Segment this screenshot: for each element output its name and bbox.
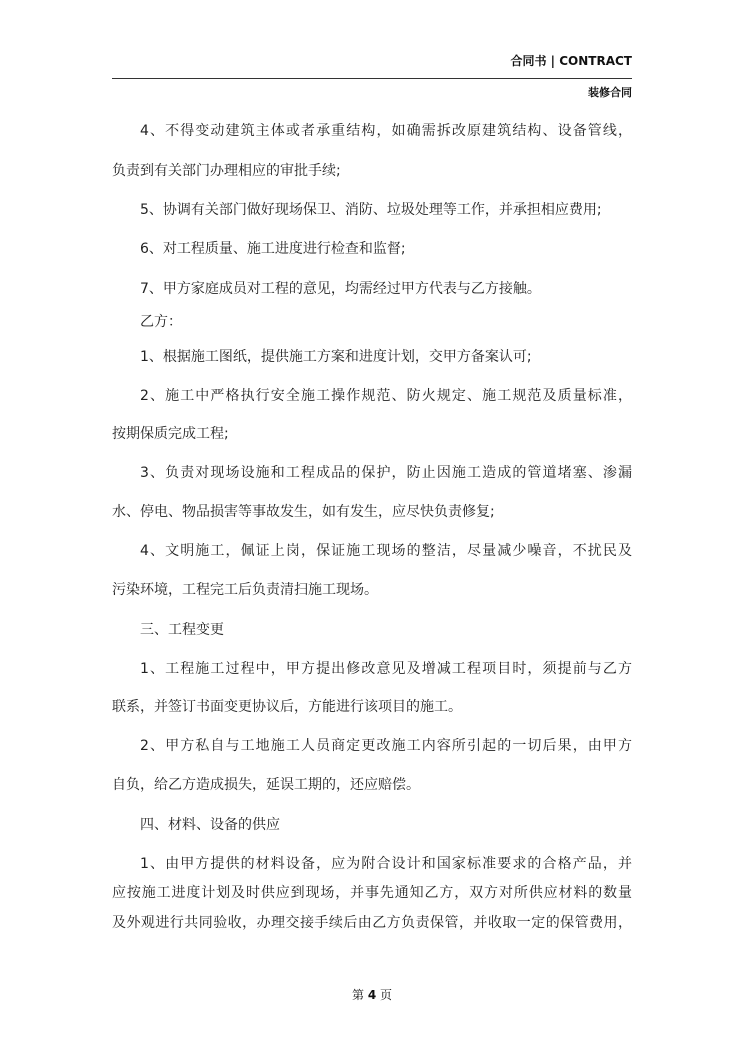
body-line: 2、施工中严格执行安全施工操作规范、防火规定、施工规范及质量标准， <box>140 388 632 404</box>
body-line: 及外观进行共同验收，办理交接手续后由乙方负责保管，并收取一定的保管费用， <box>112 915 632 931</box>
body-line: 应按施工进度计划及时供应到现场，并事先通知乙方，双方对所供应材料的数量 <box>112 885 632 901</box>
body-line: 污染环境，工程完工后负责清扫施工现场。 <box>112 582 378 598</box>
body-line: 4、文明施工，佩证上岗，保证施工现场的整洁，尽量减少噪音，不扰民及 <box>140 543 632 559</box>
body-line: 负责到有关部门办理相应的审批手续; <box>112 163 341 179</box>
body-line: 1、由甲方提供的材料设备，应为附合设计和国家标准要求的合格产品，并 <box>140 856 632 872</box>
section-heading: 三、工程变更 <box>140 622 224 638</box>
body-line: 7、甲方家庭成员对工程的意见，均需经过甲方代表与乙方接触。 <box>140 281 541 297</box>
body-line: 5、协调有关部门做好现场保卫、消防、垃圾处理等工作，并承担相应费用; <box>140 202 602 218</box>
body-line: 联系，并签订书面变更协议后，方能进行该项目的施工。 <box>112 699 462 715</box>
page-footer <box>0 986 744 1003</box>
body-line: 4、不得变动建筑主体或者承重结构，如确需拆改原建筑结构、设备管线， <box>140 123 632 139</box>
page-prefix: 第 <box>351 988 364 1002</box>
section-heading: 四、材料、设备的供应 <box>140 817 280 833</box>
header-subtitle: 装修合同 <box>588 86 632 99</box>
page-suffix: 页 <box>380 988 393 1002</box>
body-line: 乙方： <box>140 314 182 330</box>
body-line: 6、对工程质量、施工进度进行检查和监督; <box>140 241 406 257</box>
header-title: 合同书 | CONTRACT <box>510 54 632 68</box>
body-line: 1、根据施工图纸，提供施工方案和进度计划，交甲方备案认可; <box>140 349 532 365</box>
body-line: 3、负责对现场设施和工程成品的保护，防止因施工造成的管道堵塞、渗漏 <box>140 465 632 481</box>
page-number: 4 <box>367 988 377 1002</box>
body-line: 水、停电、物品损害等事故发生，如有发生，应尽快负责修复; <box>112 504 495 520</box>
body-line: 自负，给乙方造成损失，延误工期的，还应赔偿。 <box>112 777 420 793</box>
body-line: 按期保质完成工程; <box>112 426 229 442</box>
header-divider <box>112 78 632 79</box>
body-line: 2、甲方私自与工地施工人员商定更改施工内容所引起的一切后果，由甲方 <box>140 738 632 754</box>
body-line: 1、工程施工过程中，甲方提出修改意见及增减工程项目时，须提前与乙方 <box>140 661 632 677</box>
